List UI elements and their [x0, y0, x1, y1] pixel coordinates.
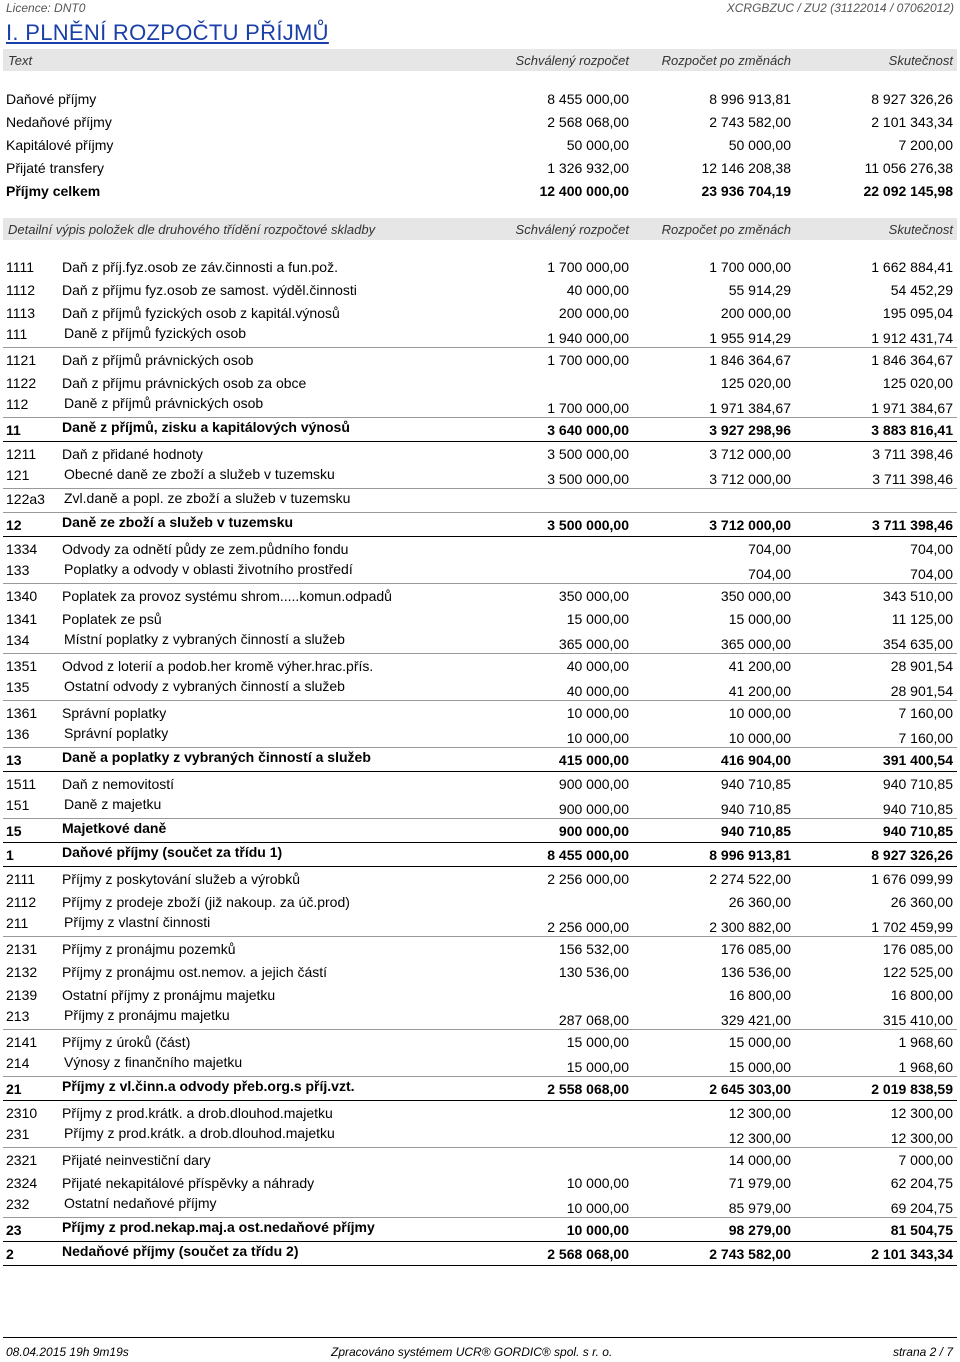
- detail-row-name: Příjmy z prodeje zboží (již nakoup. za úč.prod): [62, 894, 350, 910]
- summary-row: [3, 88, 957, 111]
- detail-row-name: Správní poplatky: [64, 725, 169, 741]
- detail-row-after-changes: 416 904,00: [720, 752, 791, 768]
- detail-row-approved: 2 256 000,00: [547, 871, 629, 887]
- detail-row-code: 23: [6, 1222, 22, 1238]
- detail-row-actual: 28 901,54: [890, 683, 953, 699]
- detail-row-actual: 704,00: [910, 541, 953, 557]
- detail-row-code: 112: [6, 396, 29, 412]
- detail-row: [3, 937, 957, 960]
- detail-row-after-changes: 2 274 522,00: [709, 871, 791, 887]
- summary-table-header: [3, 49, 957, 71]
- detail-row-actual: 391 400,54: [882, 752, 953, 768]
- detail-row-code: 213: [6, 1008, 30, 1024]
- detail-row-name: Příjmy z poskytování služeb a výrobků: [62, 871, 301, 887]
- detail-row-code: 21: [6, 1081, 22, 1097]
- detail-row-actual: 1 971 384,67: [871, 400, 953, 416]
- detail-row-actual: 122 525,00: [882, 964, 953, 980]
- detail-row-actual: 2 101 343,34: [871, 1246, 953, 1262]
- detail-row-actual: 343 510,00: [882, 588, 953, 604]
- detail-row-after-changes: 14 000,00: [728, 1152, 791, 1168]
- detail-row-after-changes: 1 955 914,29: [709, 330, 791, 346]
- detail-row-after-changes: 2 645 303,00: [709, 1081, 791, 1097]
- detail-row-actual: 3 883 816,41: [871, 422, 953, 438]
- detail-row-name: Odvod z loterií a podob.her kromě výher.hrac.přís.: [62, 658, 374, 674]
- detail-row: [3, 654, 957, 677]
- detail-row-approved: 40 000,00: [566, 282, 629, 298]
- detail-row-name: Ostatní příjmy z pronájmu majetku: [62, 987, 276, 1003]
- detail-row-after-changes: 350 000,00: [720, 588, 791, 604]
- detail-row: [3, 465, 957, 489]
- detail-row: [3, 772, 957, 795]
- footer-system: Zpracováno systémem UCR® GORDIC® spol. s r. o.: [331, 1345, 613, 1359]
- detail-row-after-changes: 15 000,00: [728, 611, 791, 627]
- detail-row-approved: 1 700 000,00: [547, 400, 629, 416]
- detail-row: [3, 1194, 957, 1218]
- detail-row-name: Daně z majetku: [64, 796, 162, 812]
- detail-row-name: Odvody za odnětí půdy ze zem.půdního fondu: [62, 541, 349, 557]
- summary-row-name: Kapitálové příjmy: [6, 137, 114, 153]
- detail-row-code: 2310: [6, 1105, 38, 1121]
- summary-row-name: Nedaňové příjmy: [6, 114, 112, 130]
- detail-row-name: Daň z příjmu právnických osob za obce: [62, 375, 307, 391]
- summary-row-actual: 22 092 145,98: [863, 183, 953, 199]
- detail-row-approved: 900 000,00: [558, 823, 629, 839]
- detail-row: [3, 418, 957, 442]
- detail-row-after-changes: 3 712 000,00: [709, 517, 791, 533]
- detail-row-actual: 125 020,00: [882, 375, 953, 391]
- detail-row-name: Daně a poplatky z vybraných činností a služeb: [62, 749, 371, 765]
- detail-row-approved: 10 000,00: [566, 705, 629, 721]
- detail-row-after-changes: 3 927 298,96: [709, 422, 791, 438]
- summary-row-after-changes: 23 936 704,19: [701, 183, 791, 199]
- detail-row-code: 1361: [6, 705, 38, 721]
- detail-row-name: Daň z nemovitostí: [62, 776, 175, 792]
- detail-row-code: 1511: [6, 776, 37, 792]
- detail-row-code: 1351: [6, 658, 38, 674]
- detail-row-after-changes: 2 743 582,00: [709, 1246, 791, 1262]
- detail-row: [3, 1124, 957, 1148]
- detail-row-approved: 10 000,00: [566, 1222, 629, 1238]
- detail-row-approved: 3 640 000,00: [547, 422, 629, 438]
- detail-row-after-changes: 1 971 384,67: [709, 400, 791, 416]
- summary-header-after-changes: Rozpočet po změnách: [661, 53, 791, 68]
- summary-row-after-changes: 50 000,00: [728, 137, 791, 153]
- detail-row-code: 12: [6, 517, 22, 533]
- detail-row-name: Příjmy z úroků (část): [62, 1034, 191, 1050]
- detail-row-name: Zvl.daně a popl. ze zboží a služeb v tuzemsku: [64, 490, 351, 506]
- detail-row-name: Daňové příjmy (součet za třídu 1): [62, 844, 283, 860]
- detail-row-actual: 7 160,00: [898, 730, 953, 746]
- detail-row-approved: 15 000,00: [566, 611, 629, 627]
- detail-row-actual: 940 710,85: [882, 823, 953, 839]
- detail-row-name: Daň z příjmů fyzických osob z kapitál.výnosů: [62, 305, 340, 321]
- detail-row-after-changes: 136 536,00: [720, 964, 791, 980]
- detail-row-actual: 2 019 838,59: [871, 1081, 953, 1097]
- detail-row-after-changes: 41 200,00: [728, 683, 791, 699]
- detail-row-code: 134: [6, 632, 30, 648]
- detail-row-name: Daně z příjmů fyzických osob: [64, 325, 247, 341]
- summary-row-actual: 8 927 326,26: [871, 91, 953, 107]
- detail-row-approved: 900 000,00: [558, 776, 629, 792]
- detail-row-name: Obecné daně ze zboží a služeb v tuzemsku: [64, 466, 335, 482]
- detail-row-actual: 3 711 398,46: [872, 517, 953, 533]
- detail-row-code: 1111: [6, 259, 35, 275]
- detail-row: [3, 867, 957, 890]
- licence-label: Licence: DNT0: [6, 1, 86, 15]
- detail-row-approved: 415 000,00: [558, 752, 629, 768]
- summary-row-after-changes: 8 996 913,81: [709, 91, 791, 107]
- detail-row-name: Příjmy z prod.nekap.maj.a ost.nedaňové příjmy: [62, 1219, 375, 1235]
- summary-row-actual: 2 101 343,34: [871, 114, 953, 130]
- detail-row-actual: 315 410,00: [882, 1012, 953, 1028]
- detail-row-approved: 287 068,00: [558, 1012, 629, 1028]
- top-bar: [0, 0, 960, 16]
- detail-row-actual: 62 204,75: [890, 1175, 953, 1191]
- detail-row-approved: 900 000,00: [558, 801, 629, 817]
- detail-row: [3, 324, 957, 348]
- detail-row-actual: 16 800,00: [890, 987, 953, 1003]
- detail-row-actual: 81 504,75: [890, 1222, 953, 1238]
- detail-row-name: Poplatek ze psů: [62, 611, 162, 627]
- detail-row: [3, 348, 957, 371]
- detail-row-name: Daň z příj.fyz.osob ze záv.činnosti a fun.pož.: [62, 259, 338, 275]
- detail-row-name: Příjmy z pronájmu majetku: [64, 1007, 230, 1023]
- detail-row-actual: 354 635,00: [882, 636, 953, 652]
- detail-row-approved: 8 455 000,00: [547, 847, 629, 863]
- detail-row-code: 214: [6, 1055, 30, 1071]
- detail-row: [3, 371, 957, 394]
- detail-row-actual: 11 125,00: [891, 611, 953, 627]
- detail-row-code: 122a3: [6, 491, 45, 507]
- summary-row-name: Příjmy celkem: [6, 183, 101, 199]
- detail-row-approved: 10 000,00: [566, 730, 629, 746]
- detail-table: [3, 255, 957, 1266]
- detail-row-actual: 12 300,00: [890, 1105, 953, 1121]
- detail-row: [3, 843, 957, 867]
- detail-row-name: Ostatní odvody z vybraných činností a služeb: [64, 678, 345, 694]
- detail-row-actual: 704,00: [910, 566, 953, 582]
- detail-row-after-changes: 10 000,00: [728, 705, 791, 721]
- detail-row-actual: 28 901,54: [890, 658, 953, 674]
- summary-row-actual: 7 200,00: [898, 137, 953, 153]
- detail-row-name: Příjmy z prod.krátk. a drob.dlouhod.majetku: [62, 1105, 333, 1121]
- detail-row: [3, 278, 957, 301]
- detail-row-name: Výnosy z finančního majetku: [64, 1054, 243, 1070]
- detail-row: [3, 537, 957, 560]
- detail-row: [3, 1148, 957, 1171]
- detail-row-name: Ostatní nedaňové příjmy: [64, 1195, 217, 1211]
- detail-row-code: 2112: [6, 894, 37, 910]
- detail-row-after-changes: 8 996 913,81: [709, 847, 791, 863]
- detail-row-name: Daň z příjmu fyz.osob ze samost. výděl.činnosti: [62, 282, 357, 298]
- detail-row-after-changes: 15 000,00: [728, 1059, 791, 1075]
- detail-row-after-changes: 3 712 000,00: [709, 446, 791, 462]
- detail-row-code: 2139: [6, 987, 38, 1003]
- summary-row-actual: 11 056 276,38: [864, 160, 953, 176]
- detail-row-actual: 1 968,60: [898, 1059, 953, 1075]
- detail-row-approved: 3 500 000,00: [547, 471, 629, 487]
- detail-row-code: 111: [6, 326, 28, 342]
- detail-row-after-changes: 15 000,00: [728, 1034, 791, 1050]
- detail-row-code: 1341: [6, 611, 38, 627]
- detail-row-code: 1334: [6, 541, 38, 557]
- detail-row-actual: 26 360,00: [890, 894, 953, 910]
- summary-row-approved: 2 568 068,00: [547, 114, 629, 130]
- detail-row-actual: 69 204,75: [890, 1200, 953, 1216]
- detail-row: [3, 1053, 957, 1077]
- detail-row-after-changes: 55 914,29: [728, 282, 791, 298]
- detail-row-code: 2131: [6, 941, 38, 957]
- detail-row-actual: 8 927 326,26: [871, 847, 953, 863]
- detail-row-code: 1340: [6, 588, 38, 604]
- detail-row-name: Poplatek za provoz systému shrom.....komun.odpadů: [62, 588, 392, 604]
- detail-row: [3, 748, 957, 772]
- summary-row: [3, 111, 957, 134]
- detail-row-actual: 1 846 364,67: [871, 352, 953, 368]
- detail-row-code: 2132: [6, 964, 38, 980]
- detail-row-approved: 1 940 000,00: [547, 330, 629, 346]
- summary-row-approved: 8 455 000,00: [547, 91, 629, 107]
- detail-row-approved: 1 700 000,00: [547, 352, 629, 368]
- detail-row: [3, 513, 957, 537]
- detail-row-actual: 1 912 431,74: [871, 330, 953, 346]
- detail-row-after-changes: 940 710,85: [720, 801, 791, 817]
- detail-row-actual: 3 711 398,46: [872, 446, 953, 462]
- detail-row-after-changes: 329 421,00: [720, 1012, 791, 1028]
- detail-row-approved: 15 000,00: [566, 1034, 629, 1050]
- detail-row-actual: 1 702 459,99: [871, 919, 953, 935]
- detail-row-name: Daň z přidané hodnoty: [62, 446, 203, 462]
- summary-row-name: Daňové příjmy: [6, 91, 97, 107]
- detail-row-after-changes: 26 360,00: [728, 894, 791, 910]
- detail-row-code: 151: [6, 797, 30, 813]
- detail-row-approved: 2 558 068,00: [547, 1081, 629, 1097]
- detail-row: [3, 1242, 957, 1266]
- detail-row-after-changes: 200 000,00: [720, 305, 791, 321]
- detail-row-after-changes: 125 020,00: [720, 375, 791, 391]
- detail-row-after-changes: 12 300,00: [728, 1105, 791, 1121]
- summary-row-after-changes: 12 146 208,38: [701, 160, 791, 176]
- detail-row: [3, 701, 957, 724]
- detail-header-text: Detailní výpis položek dle druhového třídění rozpočtové skladby: [8, 222, 376, 237]
- detail-row: [3, 255, 957, 278]
- detail-row-after-changes: 71 979,00: [728, 1175, 791, 1191]
- detail-row-approved: 3 500 000,00: [547, 517, 629, 533]
- detail-row-name: Daně ze zboží a služeb v tuzemsku: [62, 514, 294, 530]
- detail-row-after-changes: 16 800,00: [728, 987, 791, 1003]
- detail-row-after-changes: 704,00: [748, 566, 791, 582]
- detail-row-code: 13: [6, 752, 22, 768]
- detail-row-actual: 7 000,00: [898, 1152, 953, 1168]
- page-title: I. PLNĚNÍ ROZPOČTU PŘÍJMŮ: [6, 20, 329, 45]
- report-id: XCRGBZUC / ZU2 (31122014 / 07062012): [726, 1, 954, 15]
- detail-row-after-changes: 1 846 364,67: [709, 352, 791, 368]
- detail-row-after-changes: 176 085,00: [720, 941, 791, 957]
- detail-row-approved: 10 000,00: [566, 1200, 629, 1216]
- detail-row-approved: 3 500 000,00: [547, 446, 629, 462]
- detail-row: [3, 301, 957, 324]
- detail-row-code: 2141: [6, 1034, 38, 1050]
- detail-row-name: Nedaňové příjmy (součet za třídu 2): [62, 1243, 299, 1259]
- detail-header-actual: Skutečnost: [888, 222, 953, 237]
- footer-date: 08.04.2015 19h 9m19s: [6, 1345, 129, 1359]
- summary-row: [3, 180, 957, 203]
- detail-row-approved: 200 000,00: [558, 305, 629, 321]
- detail-row: [3, 1218, 957, 1242]
- detail-row: [3, 560, 957, 584]
- detail-row: [3, 913, 957, 937]
- detail-row: [3, 1171, 957, 1194]
- detail-row-code: 1: [6, 847, 14, 863]
- detail-row: [3, 960, 957, 983]
- detail-row-actual: 176 085,00: [882, 941, 953, 957]
- detail-row: [3, 724, 957, 748]
- detail-row-code: 232: [6, 1196, 30, 1212]
- detail-row-code: 1121: [6, 352, 37, 368]
- summary-row-approved: 12 400 000,00: [539, 183, 629, 199]
- detail-row-name: Přijaté neinvestiční dary: [62, 1152, 211, 1168]
- detail-row-code: 231: [6, 1126, 30, 1142]
- detail-row-approved: 2 568 068,00: [547, 1246, 629, 1262]
- summary-row: [3, 134, 957, 157]
- detail-row-after-changes: 704,00: [748, 541, 791, 557]
- detail-row-name: Správní poplatky: [62, 705, 167, 721]
- detail-row-name: Daň z příjmů právnických osob: [62, 352, 254, 368]
- detail-row-name: Příjmy z vlastní činnosti: [64, 914, 211, 930]
- detail-row-name: Příjmy z prod.krátk. a drob.dlouhod.majetku: [64, 1125, 335, 1141]
- detail-row-code: 1122: [6, 375, 37, 391]
- detail-row-code: 121: [6, 467, 30, 483]
- page-footer: [3, 1337, 957, 1362]
- detail-row-code: 2324: [6, 1175, 38, 1191]
- detail-row-after-changes: 365 000,00: [720, 636, 791, 652]
- detail-row-actual: 12 300,00: [890, 1130, 953, 1146]
- detail-row-after-changes: 10 000,00: [728, 730, 791, 746]
- detail-row: [3, 489, 957, 513]
- detail-row-code: 135: [6, 679, 30, 695]
- summary-header-actual: Skutečnost: [888, 53, 953, 68]
- detail-row-name: Příjmy z pronájmu pozemků: [62, 941, 236, 957]
- detail-row-code: 2111: [6, 871, 36, 887]
- detail-row-after-changes: 85 979,00: [728, 1200, 791, 1216]
- detail-row-code: 1113: [6, 305, 36, 321]
- detail-row-name: Daně z příjmů právnických osob: [64, 395, 264, 411]
- detail-row: [3, 795, 957, 819]
- detail-row-actual: 940 710,85: [882, 776, 953, 792]
- detail-row-code: 2: [6, 1246, 14, 1262]
- detail-header-after-changes: Rozpočet po změnách: [661, 222, 791, 237]
- detail-row-name: Místní poplatky z vybraných činností a služeb: [64, 631, 345, 647]
- detail-row-after-changes: 2 300 882,00: [709, 919, 791, 935]
- detail-row-code: 1112: [6, 282, 36, 298]
- detail-row: [3, 1077, 957, 1101]
- detail-row-actual: 3 711 398,46: [872, 471, 953, 487]
- detail-row-name: Přijaté nekapitálové příspěvky a náhrady: [62, 1175, 315, 1191]
- detail-row-actual: 54 452,29: [890, 282, 953, 298]
- detail-row-code: 211: [6, 915, 29, 931]
- detail-row: [3, 1030, 957, 1053]
- detail-row-actual: 1 662 884,41: [871, 259, 953, 275]
- summary-header-text: Text: [8, 53, 33, 68]
- detail-row-code: 133: [6, 562, 30, 578]
- detail-row-after-changes: 3 712 000,00: [709, 471, 791, 487]
- detail-row: [3, 584, 957, 607]
- detail-row-code: 1211: [6, 446, 37, 462]
- detail-row-after-changes: 12 300,00: [728, 1130, 791, 1146]
- summary-row-approved: 50 000,00: [566, 137, 629, 153]
- detail-row-approved: 15 000,00: [566, 1059, 629, 1075]
- detail-row-name: Příjmy z vl.činn.a odvody přeb.org.s příj.vzt.: [62, 1078, 355, 1094]
- detail-row-approved: 130 536,00: [558, 964, 629, 980]
- detail-row-code: 11: [6, 422, 21, 438]
- detail-row: [3, 1006, 957, 1030]
- detail-row: [3, 442, 957, 465]
- detail-row-approved: 1 700 000,00: [547, 259, 629, 275]
- detail-row: [3, 983, 957, 1006]
- detail-row-actual: 1 676 099,99: [871, 871, 953, 887]
- detail-row-after-changes: 940 710,85: [720, 776, 791, 792]
- summary-header-approved: Schválený rozpočet: [515, 53, 629, 68]
- detail-row-after-changes: 1 700 000,00: [709, 259, 791, 275]
- detail-table-header: [3, 218, 957, 240]
- detail-row-actual: 1 968,60: [898, 1034, 953, 1050]
- summary-row-name: Přijaté transfery: [6, 160, 105, 176]
- detail-row: [3, 607, 957, 630]
- detail-row-actual: 7 160,00: [898, 705, 953, 721]
- detail-row-approved: 40 000,00: [566, 683, 629, 699]
- detail-row: [3, 819, 957, 843]
- detail-row: [3, 677, 957, 701]
- detail-row-code: 136: [6, 726, 30, 742]
- detail-row-approved: 2 256 000,00: [547, 919, 629, 935]
- detail-row: [3, 630, 957, 654]
- detail-row-approved: 156 532,00: [558, 941, 629, 957]
- detail-row-code: 2321: [6, 1152, 38, 1168]
- summary-row-after-changes: 2 743 582,00: [709, 114, 791, 130]
- detail-row-name: Poplatky a odvody v oblasti životního prostředí: [64, 561, 353, 577]
- summary-row-approved: 1 326 932,00: [547, 160, 629, 176]
- detail-row-actual: 195 095,04: [882, 305, 953, 321]
- summary-row: [3, 157, 957, 180]
- detail-row-approved: 350 000,00: [558, 588, 629, 604]
- detail-row-after-changes: 940 710,85: [720, 823, 791, 839]
- detail-row: [3, 890, 957, 913]
- detail-row-approved: 365 000,00: [558, 636, 629, 652]
- detail-header-approved: Schválený rozpočet: [515, 222, 629, 237]
- detail-row-after-changes: 98 279,00: [728, 1222, 791, 1238]
- footer-page-number: strana 2 / 7: [892, 1345, 953, 1359]
- detail-row-after-changes: 41 200,00: [728, 658, 791, 674]
- detail-row-approved: 10 000,00: [566, 1175, 629, 1191]
- detail-row: [3, 394, 957, 418]
- detail-row-approved: 40 000,00: [566, 658, 629, 674]
- detail-row-name: Daně z příjmů, zisku a kapitálových výnosů: [62, 419, 350, 435]
- detail-row: [3, 1101, 957, 1124]
- detail-row-name: Majetkové daně: [62, 820, 167, 836]
- detail-row-name: Příjmy z pronájmu ost.nemov. a jejich částí: [62, 964, 328, 980]
- detail-row-actual: 940 710,85: [882, 801, 953, 817]
- detail-row-code: 15: [6, 823, 22, 839]
